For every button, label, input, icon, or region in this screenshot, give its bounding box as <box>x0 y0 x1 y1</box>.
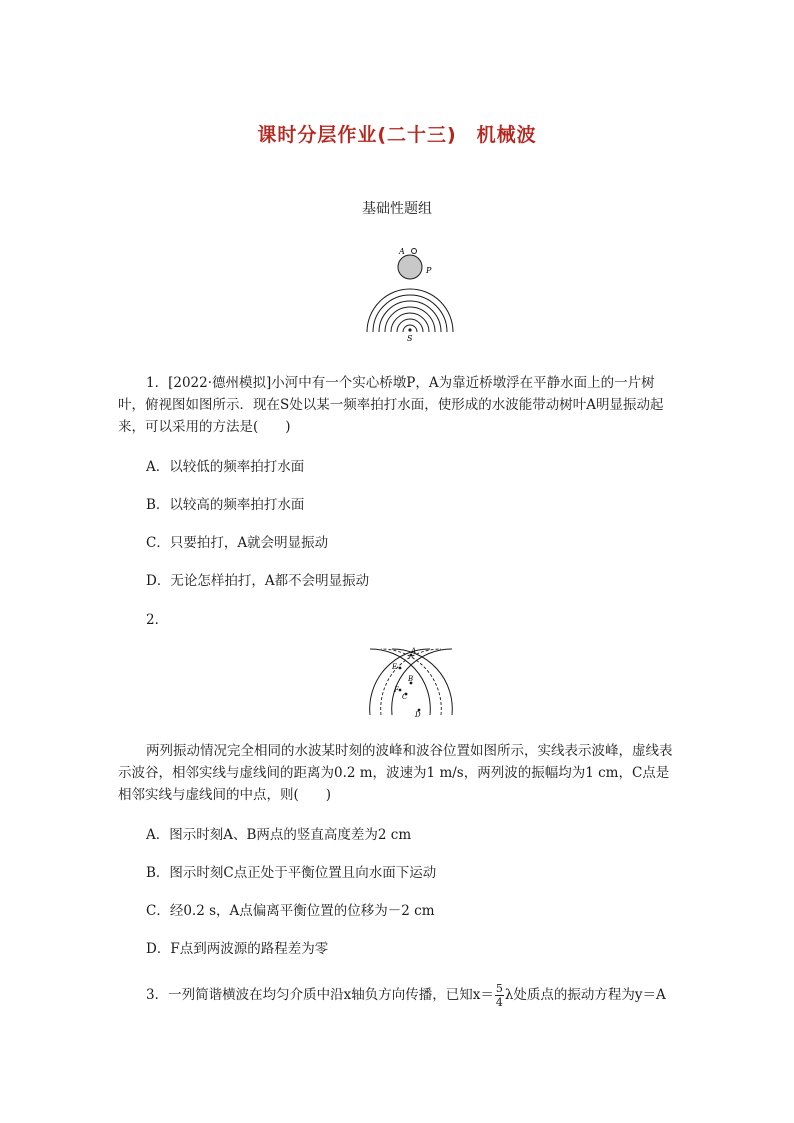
source-point <box>408 328 411 331</box>
question-1-stem: 1．[2022·德州模拟]小河中有一个实心桥墩P，A为靠近桥墩浮在平静水面上的一片树叶，俯视图如图所示．现在S处以某一频率拍打水面，使形成的水波能带动树叶A明显振动起来，可以采用的方法是( ) <box>118 375 664 435</box>
q1-option-a: A．以较低的频率拍打水面 <box>146 459 305 475</box>
q1-option-d: D．无论怎样拍打，A都不会明显振动 <box>146 573 370 589</box>
label-c: C <box>402 693 408 701</box>
point-e <box>399 667 402 670</box>
leaf-marker <box>412 249 417 254</box>
fraction-numerator: 5 <box>495 982 503 995</box>
question-2-number: 2． <box>146 612 169 628</box>
q1-option-c: C．只要拍打，A就会明显振动 <box>146 535 329 551</box>
label-d: D <box>415 711 421 717</box>
page-title: 课时分层作业(二十三) 机械波 <box>257 124 537 146</box>
label-e: E <box>392 663 398 671</box>
point-f <box>399 689 402 692</box>
figure-2-interference-diagram <box>364 643 458 717</box>
label-a2: A <box>411 647 417 655</box>
q2-option-c: C．经0.2 s，A点偏离平衡位置的位移为－2 cm <box>146 903 435 919</box>
label-p: P <box>426 266 432 275</box>
q2-option-a: A．图示时刻A、B两点的竖直高度差为2 cm <box>146 827 412 843</box>
label-f: F <box>394 686 399 694</box>
fraction-denominator: 4 <box>495 996 503 1009</box>
label-a: A <box>399 247 405 256</box>
section-heading: 基础性题组 <box>362 201 432 217</box>
q1-option-b: B．以较高的频率拍打水面 <box>146 497 305 513</box>
q3-prefix: 3．一列简谐横波在均匀介质中沿x轴负方向传播，已知x＝ <box>146 987 494 1003</box>
q2-option-d: D．F点到两波源的路程差为零 <box>146 941 329 957</box>
question-3-stem <box>146 982 666 1009</box>
fraction-five-fourths <box>495 982 504 1009</box>
q3-suffix: λ处质点的振动方程为y＝A <box>504 987 666 1003</box>
label-b: B <box>408 675 414 683</box>
q2-option-b: B．图示时刻C点正处于平衡位置且向水面下运动 <box>146 865 437 881</box>
label-s: S <box>407 334 413 343</box>
question-2-stem: 两列振动情况完全相同的水波某时刻的波峰和波谷位置如图所示，实线表示波峰，虚线表示波谷，相邻实线与虚线间的距离为0.2 m，波速为1 m/s，两列波的振幅均为1 cm，C点是相邻实线与虚线间的中点，则( ) <box>118 743 673 803</box>
bridge-pier-circle <box>398 255 422 279</box>
figure-1-waves-diagram <box>358 240 462 344</box>
